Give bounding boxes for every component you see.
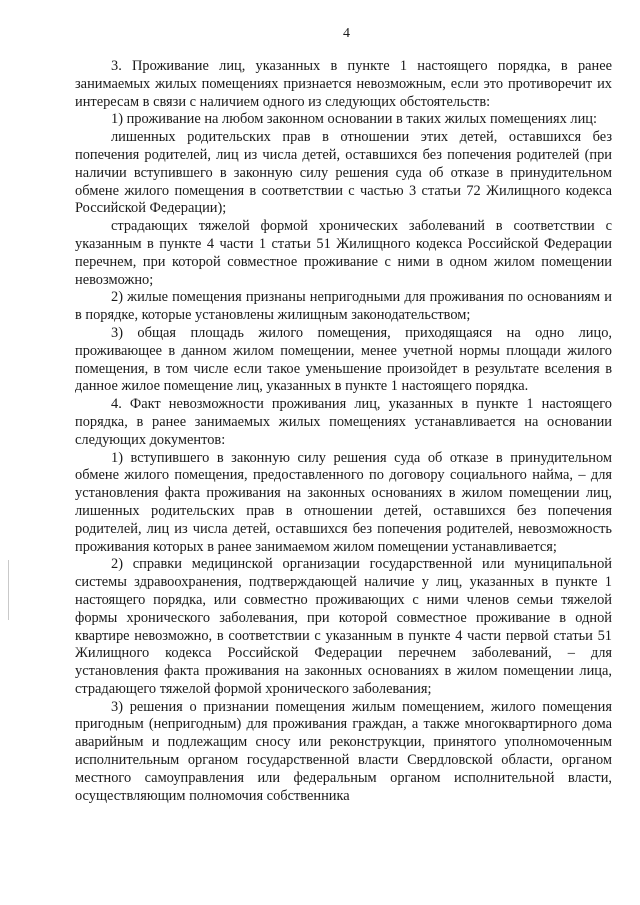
paragraph-doc-3-decision: 3) решения о признании помещения жилым помещением, жилого помещения пригодным (непригодным) для проживания граждан, а также многоквартирного дома аварийным и подлежащим сносу или реконструкции, принятого уполномоченным исполнительным органом государственной власти Свердловской области, органом местного самоуправления или федеральным органом исполнительной власти, осуществляющим полномочия собственника: [75, 698, 612, 804]
paragraph-item-3: 3. Проживание лиц, указанных в пункте 1 настоящего порядка, в ранее занимаемых жилых помещениях признается невозможным, если это противоречит их интересам в связи с наличием одного из следующих обстоятельств:: [75, 58, 612, 110]
paragraph-doc-2-medical: 2) справки медицинской организации государственной или муниципальной системы здравоохранения, подтверждающей наличие у лиц, указанных в пункте 1 настоящего порядка, или совместно проживающих с ними членов семьи тяжелой формы хронического заболевания, при которой совместное проживание в одной квартире невозможно, в соответствии с указанным в пункте 4 части первой статьи 51 Жилищного кодекса Российской Федерации перечнем заболеваний, – для установления факта проживания на законных основаниях в жилом помещении лица, страдающего тяжелой формой хронического заболевания;: [75, 556, 612, 697]
paragraph-item-4: 4. Факт невозможности проживания лиц, указанных в пункте 1 настоящего порядка, в ранее занимаемых жилых помещениях устанавливается на основании следующих документов:: [75, 396, 612, 448]
paragraph-doc-1-court: 1) вступившего в законную силу решения суда об отказе в принудительном обмене жилого помещения, предоставленного по договору социального найма, – для установления факта проживания на законных основаниях в жилом помещении лиц, лишенных родительских прав в отношении детей, оставшихся без попечения родителей, лиц из числа детей, оставшихся без попечения родителей, невозможность проживания которых в ранее занимаемом жилом помещении устанавливается;: [75, 449, 612, 555]
scan-edge-mark: [8, 560, 9, 620]
paragraph-sub-3-area: 3) общая площадь жилого помещения, приходящаяся на одно лицо, проживающее в данном жилом помещении, менее учетной нормы площади жилого помещения, в том числе если такое уменьшение произойдет в результате вселения в данное жилое помещение лиц, указанных в пункте 1 настоящего порядка.: [75, 324, 612, 395]
document-body: [75, 58, 612, 805]
paragraph-sub-2-unfit: 2) жилые помещения признаны непригодными для проживания по основаниям и в порядке, которые установлены жилищным законодательством;: [75, 289, 612, 324]
paragraph-deprived-parents: лишенных родительских прав в отношении этих детей, оставшихся без попечения родителей, лиц из числа детей, оставшихся без попечения родителей (при наличии вступившего в законную силу решения суда об отказе в принудительном обмене жилого помещения в соответствии с частью 3 статьи 72 Жилищного кодекса Российской Федерации);: [75, 129, 612, 217]
paragraph-sub-1-residence: 1) проживание на любом законном основании в таких жилых помещениях лиц:: [111, 111, 597, 128]
paragraph-chronic-disease: страдающих тяжелой формой хронических заболеваний в соответствии с указанным в пункте 4 части 1 статьи 51 Жилищного кодекса Российской Федерации перечнем, при которой совместное проживание с ними в одном жилом помещении невозможно;: [75, 218, 612, 288]
page-number: 4: [343, 26, 350, 41]
